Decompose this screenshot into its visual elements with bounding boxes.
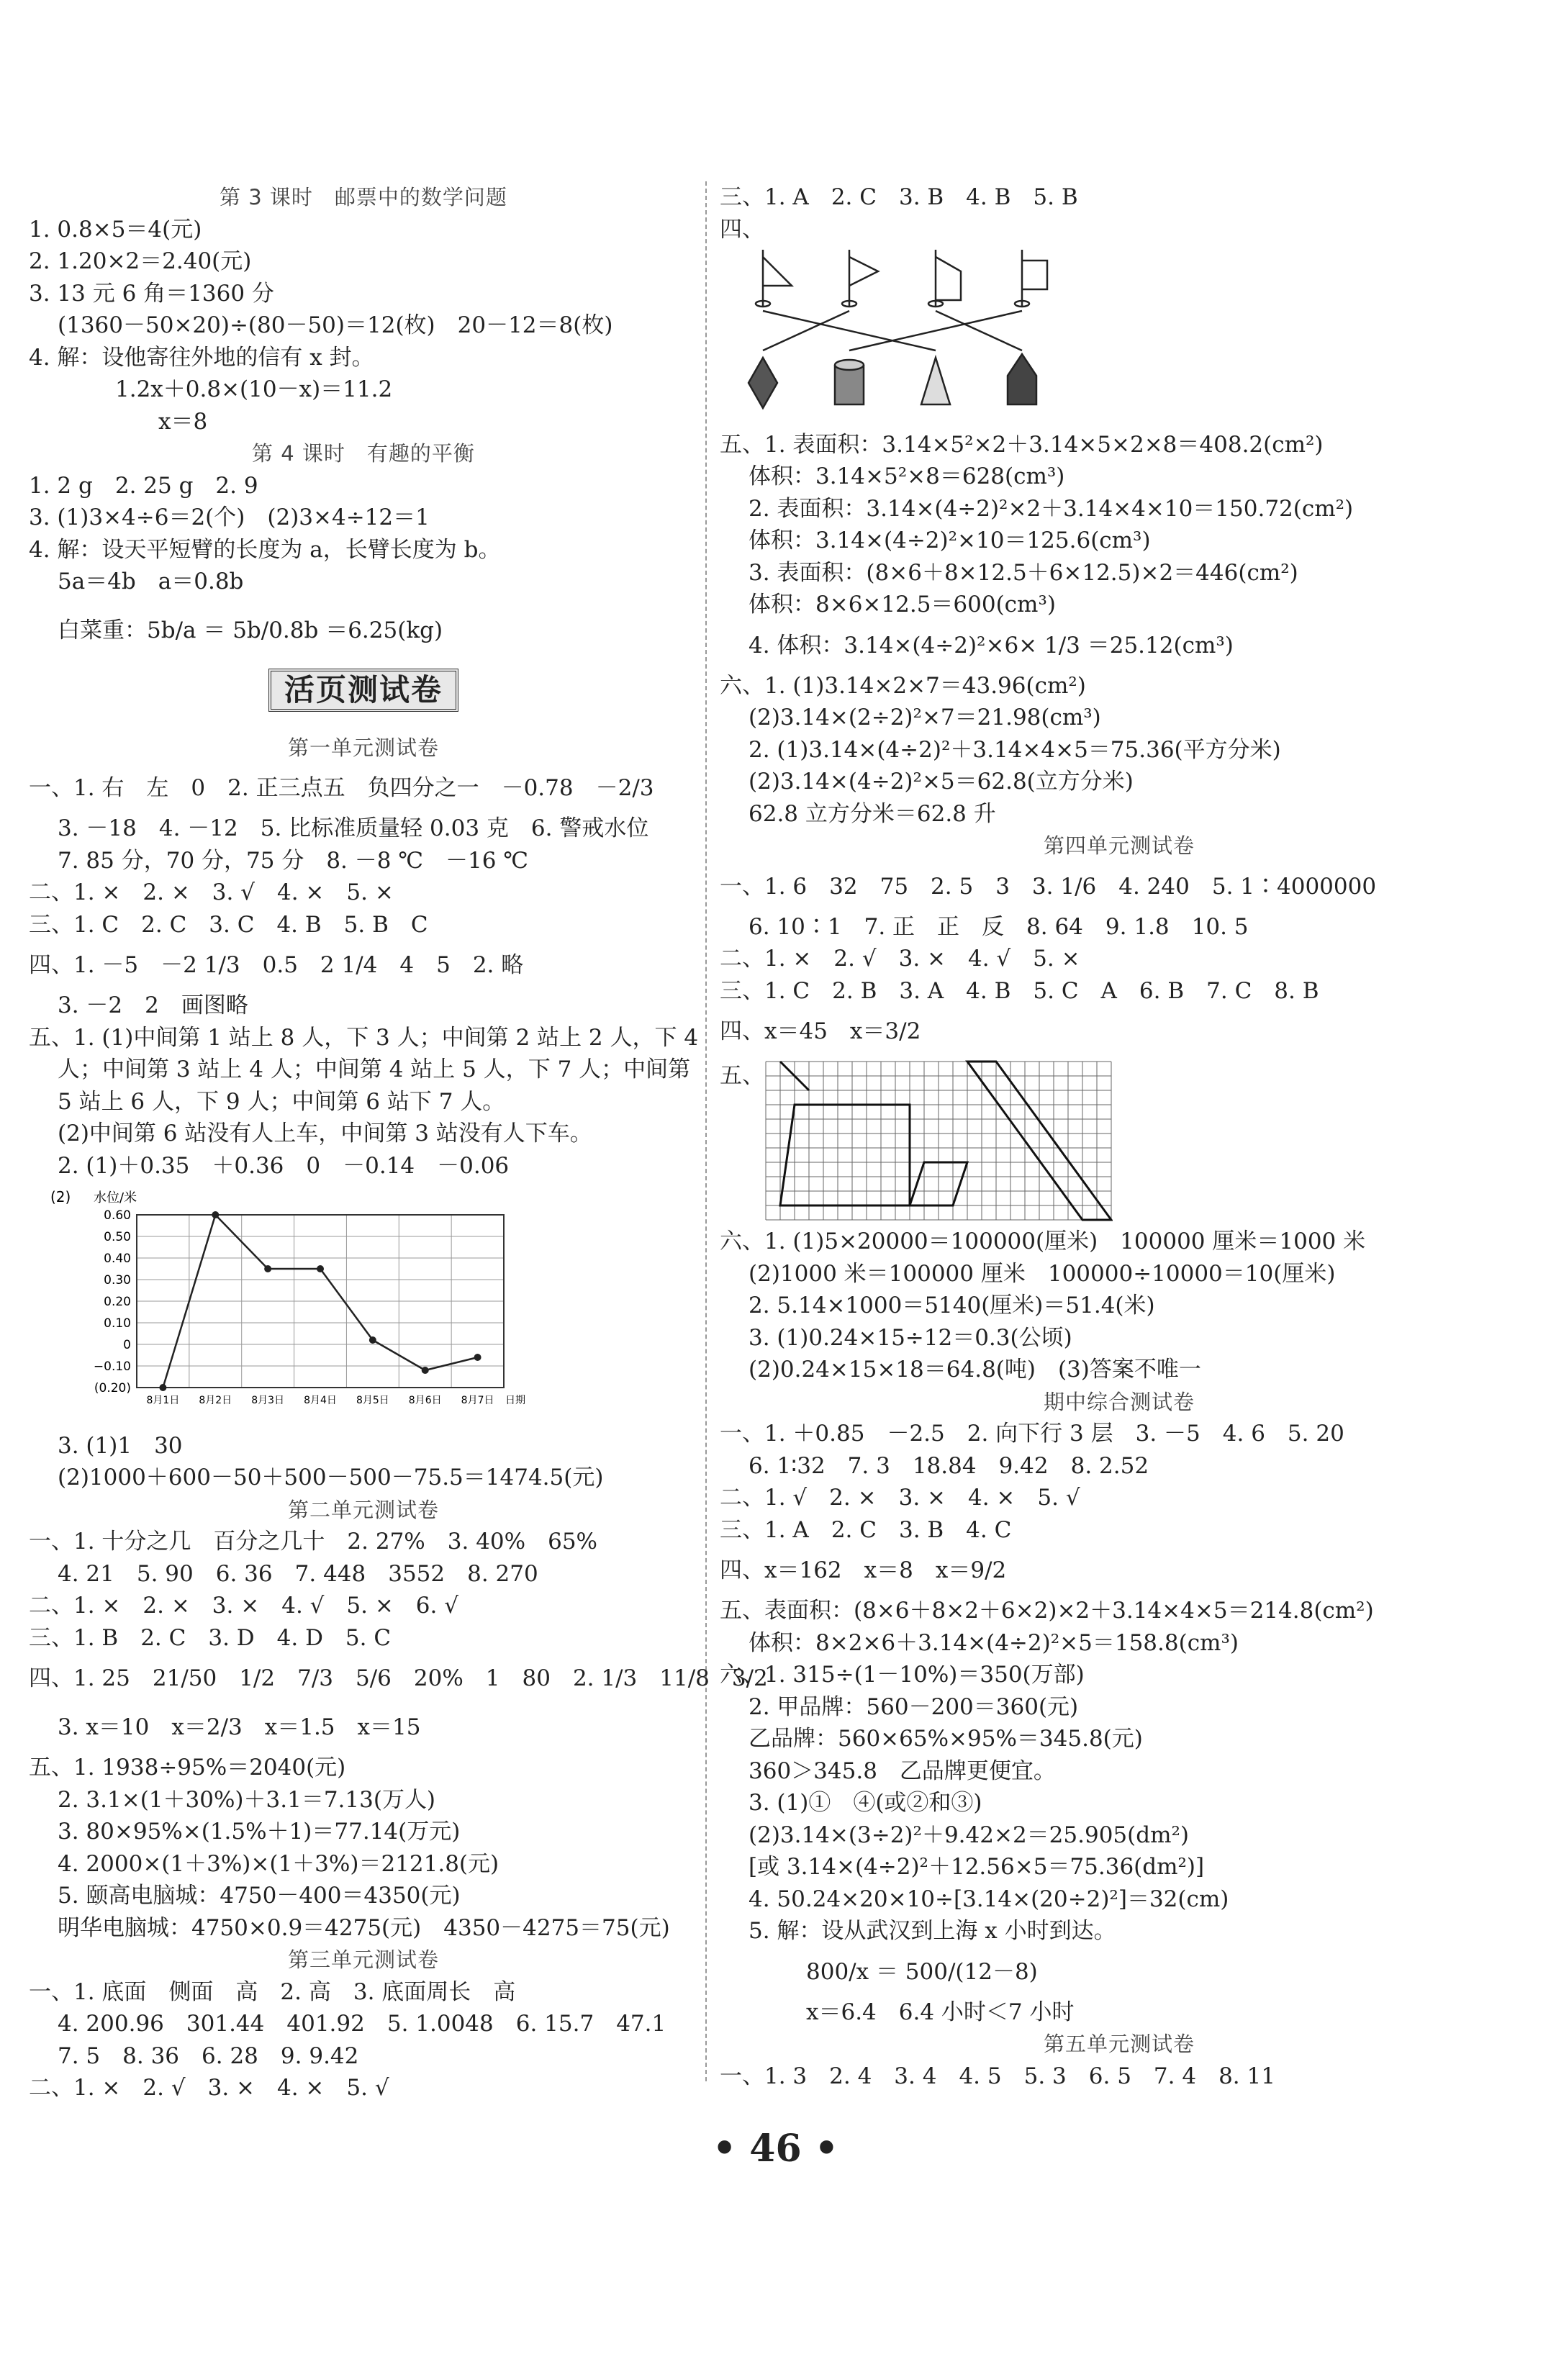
match-line [763,311,936,350]
water-level-chart [29,1186,698,1426]
answer-line: (2)中间第 6 站没有人上车，中间第 3 站没有人下车。 [58,1121,592,1146]
answer-line: 三、1. A 2. C 3. B 4. B 5. B [720,184,1078,210]
answer-line: 3. －2 2 画图略 [58,992,248,1018]
answer-line: 四、1. 25 21/50 1/2 7/3 5/6 20% 1 80 2. 1/3 11/8 3/2 [29,1665,768,1691]
match-line [763,311,849,350]
grid-svg [764,1060,1113,1221]
x-tick-label: 8月4日 [304,1395,337,1406]
answer-line: 7. 5 8. 36 6. 28 9. 9.42 [58,2042,359,2069]
answer-line: 2. 3.1×(1＋30%)＋3.1＝7.13(万人) [58,1786,436,1813]
x-tick-label: 8月6日 [408,1395,442,1406]
answer-line: 体积：3.14×(4÷2)²×10＝125.6(cm³) [749,528,1151,553]
answer-line: 3. －18 4. －12 5. 比标准质量轻 0.03 克 6. 警戒水位 [58,815,649,841]
answer-line: 5 站上 6 人，下 9 人；中间第 6 站下 7 人。 [58,1088,505,1115]
solid-cone [921,358,950,404]
y-tick-label: 0 [123,1338,131,1352]
rotation-figure-svg [720,250,1123,415]
answer-line: [或 3.14×(4÷2)²＋12.56×5＝75.36(dm²)] [749,1854,1205,1880]
data-point [422,1367,429,1374]
y-axis-label: 水位/米 [94,1190,137,1205]
match-line [936,311,1022,350]
rotation-matching-figure [720,250,1519,425]
answer-line: (2)0.24×15×18＝64.8(吨) (3)答案不唯一 [749,1357,1201,1383]
x-tick-label: 8月5日 [356,1395,389,1406]
answer-line: 六、1. 315÷(1－10%)＝350(万部) [720,1662,1085,1688]
answer-line: 三、1. C 2. C 3. C 4. B 5. B C [29,911,428,938]
x-tick-label: 8月2日 [199,1395,232,1406]
y-tick-label: 0.20 [104,1295,131,1309]
answer-line: 1. 0.8×5＝4(元) [29,216,202,243]
answer-line: 800/x ＝ 500/(12－8) [806,1958,1038,1985]
y-tick-label: 0.10 [104,1316,131,1331]
column-divider [705,181,707,2081]
answer-line: 3. (1)① ④(或②和③) [749,1790,982,1816]
answer-line: 3. 80×95%×(1.5%＋1)＝77.14(万元) [58,1819,461,1845]
answer-line: 体积：3.14×5²×8＝628(cm³) [749,463,1065,489]
x-tick-label: 8月7日 [461,1395,494,1406]
answer-line: 一、1. 底面 侧面 高 2. 高 3. 底面周长 高 [29,1978,516,2005]
section-banner [29,669,698,726]
answer-line: 白菜重：5b/a ＝ 5b/0.8b ＝6.25(kg) [58,617,443,643]
x-axis-label: 日期 [505,1395,525,1406]
answer-line: 2. 表面积：3.14×(4÷2)²×2＋3.14×4×10＝150.72(cm²) [749,495,1354,522]
answer-line: 2. 甲品牌：560－200＝360(元) [749,1693,1079,1720]
answer-line: 五、1. 1938÷95%＝2040(元) [29,1755,346,1781]
x-tick-label: 8月3日 [251,1395,285,1406]
answer-line: 4. 50.24×20×10÷[3.14×(20÷2)²]＝32(cm) [749,1886,1229,1912]
plane-shape-triangle [763,257,792,286]
answer-line: 1. 2 g 2. 25 g 2. 9 [29,472,258,499]
plane-shape-trapezoid [936,257,961,300]
answer-line: 二、1. × 2. √ 3. × 4. √ 5. × [720,946,1080,972]
answer-line: 一、1. ＋0.85 －2.5 2. 向下行 3 层 3. －5 4. 6 5. 20 [720,1421,1344,1447]
answer-line: (2)1000 米＝100000 厘米 100000÷10000＝10(厘米) [749,1260,1336,1287]
section-heading: 期中综合测试卷 [1043,1389,1195,1414]
y-tick-label: −0.10 [93,1359,131,1374]
answer-line: 一、1. 右 左 0 2. 正三点五 负四分之一 －0.78 －2/3 [29,775,654,801]
answer-line: 3. (1)0.24×15÷12＝0.3(公顷) [749,1324,1072,1351]
answer-line: 六、1. (1)3.14×2×7＝43.96(cm²) [720,672,1086,699]
section-heading: 第四单元测试卷 [1043,833,1195,858]
left-column [29,181,768,2104]
answer-line: 二、1. × 2. × 3. √ 4. × 5. × [29,879,394,905]
answer-line: 五、表面积：(8×6＋8×2＋6×2)×2＋3.14×4×5＝214.8(cm²) [720,1598,1374,1624]
section-heading: 第二单元测试卷 [287,1497,439,1522]
answer-line: 体积：8×2×6＋3.14×(4÷2)²×5＝158.8(cm³) [749,1629,1239,1656]
answer-line: (1360－50×20)÷(80－50)＝12(枚) 20－12＝8(枚) [58,312,613,338]
section-heading: 第三单元测试卷 [287,1947,439,1972]
answer-line: 4. 解：设天平短臂的长度为 a，长臂长度为 b。 [29,536,501,563]
answer-line: 2. (1)3.14×(4÷2)²＋3.14×4×5＝75.36(平方分米) [749,736,1281,763]
answer-line: 4. 200.96 301.44 401.92 5. 1.0048 6. 15.7 47.1 [58,2011,666,2037]
solid-cone-cylinder [1008,354,1036,404]
answer-line: 五、1. 表面积：3.14×5²×2＋3.14×5×2×8＝408.2(cm²) [720,431,1324,458]
answer-line: (2)3.14×(4÷2)²×5＝62.8(立方分米) [749,769,1134,795]
data-point [159,1384,166,1391]
page-number: • 46 • [712,2127,839,2171]
right-column [720,181,1519,2092]
answer-line: 7. 85 分，70 分，75 分 8. －8 ℃ －16 ℃ [58,847,528,874]
answer-line: 体积：8×6×12.5＝600(cm³) [749,592,1056,617]
match-line [849,311,1022,350]
answer-line: 62.8 立方分米＝62.8 升 [749,800,996,827]
answer-line: 四、 [720,216,764,243]
answer-line: 二、1. × 2. √ 3. × 4. × 5. √ [29,2075,389,2101]
answer-line: x＝6.4 6.4 小时＜7 小时 [806,1999,1075,2025]
answer-line: 3. (1)1 30 [58,1432,183,1459]
answer-line: 4. 2000×(1＋3%)×(1＋3%)＝2121.8(元) [58,1850,499,1877]
y-tick-label: 0.50 [104,1230,131,1244]
data-point [474,1354,481,1361]
answer-line: 5. 解：设从武汉到上海 x 小时到达。 [749,1918,1116,1944]
answer-line: 人；中间第 3 站上 4 人；中间第 4 站上 5 人，下 7 人；中间第 [58,1056,691,1082]
answer-line: 三、1. C 2. B 3. A 4. B 5. C A 6. B 7. C 8. B [720,977,1319,1004]
answer-line: 3. 13 元 6 角＝1360 分 [29,280,274,307]
answer-line: 1.2x＋0.8×(10－x)＝11.2 [115,376,393,402]
answer-line: 二、1. × 2. × 3. × 4. √ 5. × 6. √ [29,1593,458,1619]
answer-line: 4. 体积：3.14×(4÷2)²×6× 1/3 ＝25.12(cm³) [749,632,1234,659]
answer-line: 四、x＝45 x＝3/2 [720,1018,921,1044]
data-point [212,1211,219,1218]
answer-line: 3. (1)3×4÷6＝2(个) (2)3×4÷12＝1 [29,504,430,530]
answer-line: 5. 颐高电脑城：4750－400＝4350(元) [58,1883,461,1909]
grid-drawing-figure [720,1060,1519,1221]
shape-trapezoid [780,1105,910,1205]
answer-line: 2. 5.14×1000＝5140(厘米)＝51.4(米) [749,1293,1155,1318]
cylinder-top [835,360,864,370]
banner-title: 活页测试卷 [268,669,458,712]
data-point [369,1336,376,1344]
answer-line: 四、1. －5 －2 1/3 0.5 2 1/4 4 5 2. 略 [29,952,524,978]
plane-shape-flag [849,257,878,286]
answer-line: 3. x＝10 x＝2/3 x＝1.5 x＝15 [58,1714,421,1740]
answer-line: 2. 1.20×2＝2.40(元) [29,248,252,274]
data-point [264,1265,271,1272]
answer-line: (2)3.14×(3÷2)²＋9.42×2＝25.905(dm²) [749,1822,1189,1848]
answer-line: 一、1. 6 32 75 2. 5 3 3. 1/6 4. 240 5. 1∶4000000 [720,873,1377,900]
answer-line: 三、1. A 2. C 3. B 4. C [720,1516,1012,1543]
y-tick-label: 0.40 [104,1252,131,1266]
answer-line: 360＞345.8 乙品牌更便宜。 [749,1757,1056,1784]
answer-line: 2. (1)＋0.35 ＋0.36 0 －0.14 －0.06 [58,1152,510,1179]
answer-line: 明华电脑城：4750×0.9＝4275(元) 4350－4275＝75(元) [58,1914,670,1941]
answer-line: (2)1000＋600－50＋500－500－75.5＝1474.5(元) [58,1465,604,1490]
data-point [317,1265,324,1272]
answer-line: 3. 表面积：(8×6＋8×12.5＋6×12.5)×2＝446(cm²) [749,559,1298,586]
answer-line: 4. 21 5. 90 6. 36 7. 448 3552 8. 270 [58,1560,538,1587]
answer-line: 六、1. (1)5×20000＝100000(厘米) 100000 厘米＝1000 米 [720,1229,1366,1254]
answer-line: 4. 解：设他寄往外地的信有 x 封。 [29,344,374,371]
y-tick-label: 0.60 [104,1208,131,1223]
section-heading: 第 4 课时 有趣的平衡 [252,441,475,466]
answer-line: 5a＝4b a＝0.8b [58,569,244,594]
water-level-chart-svg [29,1186,533,1416]
y-tick-label: (0.20) [94,1381,131,1395]
answer-line: 乙品牌：560×65%×95%＝345.8(元) [749,1726,1143,1752]
x-tick-label: 8月1日 [146,1395,180,1406]
question-label: 五、 [720,1063,764,1089]
answer-line: 四、x＝162 x＝8 x＝9/2 [720,1557,1007,1583]
section-heading: 第 3 课时 邮票中的数学问题 [220,185,507,209]
answer-line: 6. 1∶32 7. 3 18.84 9.42 8. 2.52 [749,1452,1149,1479]
answer-line: 五、1. (1)中间第 1 站上 8 人，下 3 人；中间第 2 站上 2 人，下 4 [29,1024,699,1051]
answer-line: 三、1. B 2. C 3. D 4. D 5. C [29,1624,392,1651]
section-heading: 第一单元测试卷 [287,735,439,760]
answer-line: 一、1. 3 2. 4 3. 4 4. 5 5. 3 6. 5 7. 4 8. 11 [720,2063,1275,2089]
solid-double-cone [749,358,777,408]
answer-line: 一、1. 十分之几 百分之几十 2. 27% 3. 40% 65% [29,1529,597,1555]
y-tick-label: 0.30 [104,1273,131,1288]
chart-title: (2) [50,1188,71,1205]
section-heading: 第五单元测试卷 [1043,2032,1195,2056]
answer-line: x＝8 [158,408,208,435]
answer-line: 6. 10∶1 7. 正 正 反 8. 64 9. 1.8 10. 5 [749,913,1249,940]
plane-shape-rect [1022,261,1047,289]
answer-line: 二、1. √ 2. × 3. × 4. × 5. √ [720,1485,1080,1511]
answer-line: (2)3.14×(2÷2)²×7＝21.98(cm³) [749,705,1101,730]
